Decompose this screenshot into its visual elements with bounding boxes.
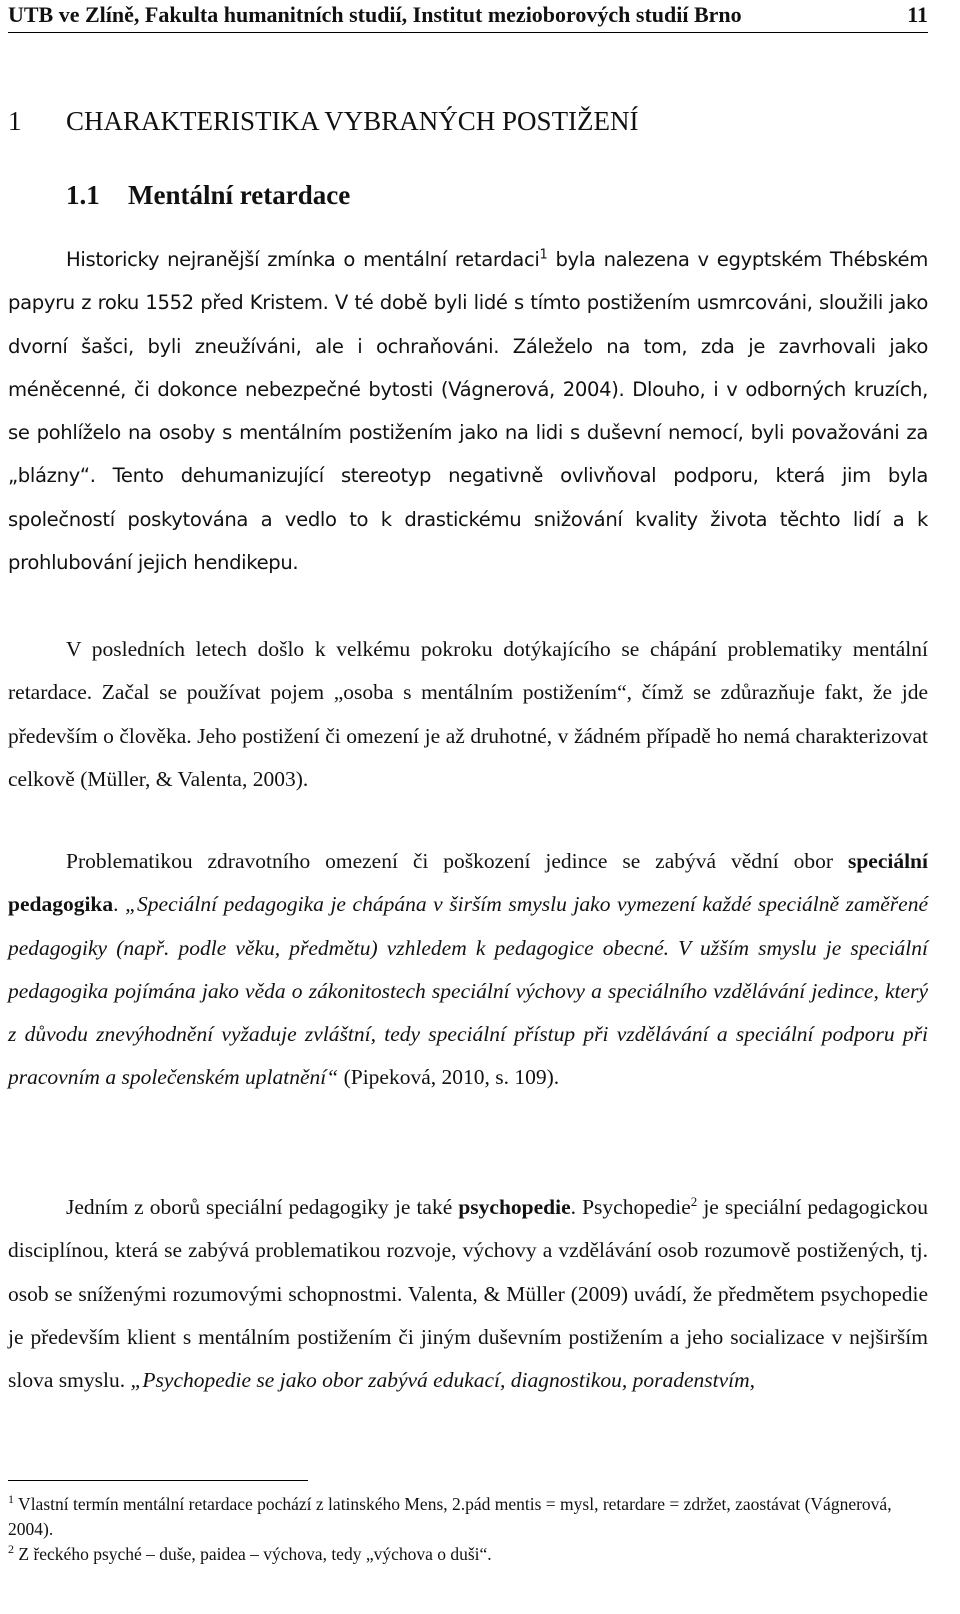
paragraph-psychopedie	[8, 1186, 928, 1402]
paragraph-history	[8, 238, 928, 584]
chapter-number: 1	[8, 106, 22, 136]
p3-text-b: .	[113, 892, 126, 917]
chapter-heading	[8, 106, 639, 137]
page-number: 11	[907, 2, 928, 27]
p3-quote: „Speciální pedagogika je chápána v širším smyslu jako vymezení každé speciálně zaměřené pedagogiky (např. podle věku, předmětu) vzhledem k pedagogice obecné. V užším smyslu je speciální pedagogika pojímána jako věda o zákonitostech speciální výchovy a speciálního vzdělávání jedince, který z důvodu znevýhodnění vyžaduje zvláštní, tedy speciální přístup při vzdělávání a speciální podporu při pracovním a společenském uplatnění“	[8, 892, 929, 1090]
p4-quote: „Psychopedie se jako obor zabývá edukací, diagnostikou, poradenstvím,	[130, 1368, 756, 1393]
p1-text-b: byla nalezena v egyptském Thébském papyru z roku 1552 před Kristem. V té době byli lidé s tímto postižením usmrcováni, sloužili jako dvorní šašci, byli zneužíváni, ale i ochraňováni. Záleželo na tom, zda je zavrhovali jako méněcenné, či dokonce nebezpečné bytosti (Vágnerová, 2004). Dlouho, i v odborných kruzích, se pohlíželo na osoby s mentálním postižením jako na lidi s duševní nemocí, byli považováni za „blázny“. Tento dehumanizující stereotyp negativně ovlivňoval podporu, která jim byla společností poskytována a vedlo to k drastickému snižování kvality života těchto lidí a k prohlubování jejich hendikepu.	[8, 248, 928, 575]
footnote-ref-1: 1	[539, 247, 548, 263]
running-header	[8, 2, 928, 33]
p3-citation: (Pipeková, 2010, s. 109).	[338, 1065, 560, 1090]
section-number: 1.1	[66, 180, 100, 210]
header-title: UTB ve Zlíně, Fakulta humanitních studií, Institut mezioborových studií Brno	[8, 2, 742, 27]
chapter-title: CHARAKTERISTIKA VYBRANÝCH POSTIŽENÍ	[66, 106, 639, 136]
footnote-2-text: Z řeckého psyché – duše, paidea – výchova, tedy „výchova o duši“.	[14, 1544, 492, 1564]
footnote-1	[8, 1492, 928, 1542]
section-title: Mentální retardace	[128, 180, 351, 210]
paragraph-recent-progress	[8, 628, 928, 801]
p4-text-b: . Psychopedie	[570, 1195, 691, 1219]
p3-text-a: Problematikou zdravotního omezení či poškození jedince se zabývá vědní obor	[66, 849, 848, 873]
p3-bold-term: speciální pedagogika	[8, 849, 928, 917]
p4-text-c: je speciální pedagogickou disciplínou, která se zabývá problematikou rozvoje, výchovy a vzdělávání osob rozumově postižených, tj. osob se sníženými rozumovými schopnostmi. Valenta, & Müller (2009) uvádí, že předmětem psychopedie je především klient s mentálním postižením či jiným duševním postižením a jeho socializace v nejširším slova smyslu.	[8, 1195, 928, 1393]
p4-text-a: Jedním z oborů speciální pedagogiky je také	[66, 1195, 459, 1219]
footnote-1-text: Vlastní termín mentální retardace pochází z latinského Mens, 2.pád mentis = mysl, retardare = zdržet, zaostávat (Vágnerová, 2004).	[8, 1494, 892, 1539]
p1-text-a: Historicky nejranější zmínka o mentální retardaci	[66, 248, 540, 271]
section-heading	[66, 180, 350, 211]
p4-bold-term: psychopedie	[458, 1195, 571, 1219]
footnotes	[8, 1492, 928, 1567]
footnote-ref-2: 2	[690, 1193, 698, 1209]
paragraph-special-pedagogy	[8, 840, 928, 1100]
footnote-divider	[8, 1480, 308, 1481]
footnote-2	[8, 1542, 928, 1567]
p2-text: V posledních letech došlo k velkému pokroku dotýkajícího se chápání problematiky mentální retardace. Začal se používat pojem „osoba s mentálním postižením“, čímž se zdůrazňuje fakt, že jde především o člověka. Jeho postižení či omezení je až druhotné, v žádném případě ho nemá charakterizovat celkově (Müller, & Valenta, 2003).	[8, 637, 928, 791]
footnote-1-mark: 1	[8, 1492, 14, 1507]
footnote-2-mark: 2	[8, 1542, 14, 1557]
